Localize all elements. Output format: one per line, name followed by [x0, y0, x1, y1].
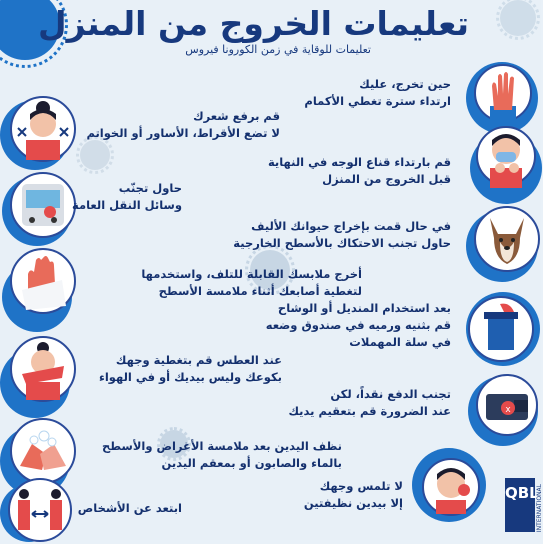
tip-text: ابتعد عن الأشخاص	[77, 501, 182, 515]
page-title: تعليمات الخروج من المنزل	[38, 4, 469, 43]
tip-text: عند العطس قم بتغطية وجهك بكوعك وليس بيديك أو في الهواء	[98, 353, 282, 384]
tip-text: في حال قمت بإخراج حيوانك الأليف حاول تجنب الاحتكاك بالأسطح الخارجية	[233, 219, 451, 250]
tip-text: قم برفع شعرك لا تضع الأقراط، الأساور أو الخواتم	[86, 109, 280, 140]
tip-text: نظف اليدين بعد ملامسة الأغراض والأسطح بالماء والصابون أو بمعقم اليدين	[102, 439, 342, 470]
trash-can-icon	[468, 296, 534, 362]
tip-text: أخرج ملابسك القابلة للتلف، واستخدمها لتغطية أصابعك أثناء ملامسة الأسطح	[141, 267, 362, 298]
tip-text: لا تلمس وجهك إلا بيدين نظيفتين	[303, 479, 403, 510]
page-subtitle: تعليمات للوقاية في زمن الكورونا فيروس	[185, 43, 371, 56]
bus-icon	[10, 172, 76, 238]
hair-up-icon	[10, 96, 76, 162]
covered-hand-icon	[10, 248, 76, 314]
tip-text: حاول تجنّب وسائل النقل العامة	[71, 181, 182, 212]
face-mask-icon	[476, 126, 536, 186]
face-touch-icon	[422, 458, 480, 516]
tip-text: قم بارتداء قناع الوجه في النهاية قبل الخروج من المنزل	[267, 155, 451, 186]
svg-text:x: x	[505, 405, 511, 415]
social-distance-icon	[8, 478, 72, 542]
tip-text: حين تخرج، عليك ارتداء سترة تغطي الأكمام	[304, 77, 451, 108]
wallet-icon	[476, 374, 538, 436]
sneeze-elbow-icon	[10, 336, 76, 402]
tip-text: بعد استخدام المنديل أو الوشاح قم بثنيه ورميه في صندوق وضعه في سلة المهملات	[265, 301, 451, 349]
virus-decoration-icon	[500, 0, 536, 36]
virus-decoration-icon	[80, 140, 110, 170]
dog-icon	[474, 206, 540, 272]
brand-logo: QBL INTERNATIONAL	[505, 478, 535, 532]
tip-text: تجنب الدفع نقداً، لكن عند الضرورة قم بتعقيم يديك	[288, 387, 451, 418]
raised-hand-icon	[474, 64, 532, 122]
hand-wash-icon	[10, 418, 76, 484]
